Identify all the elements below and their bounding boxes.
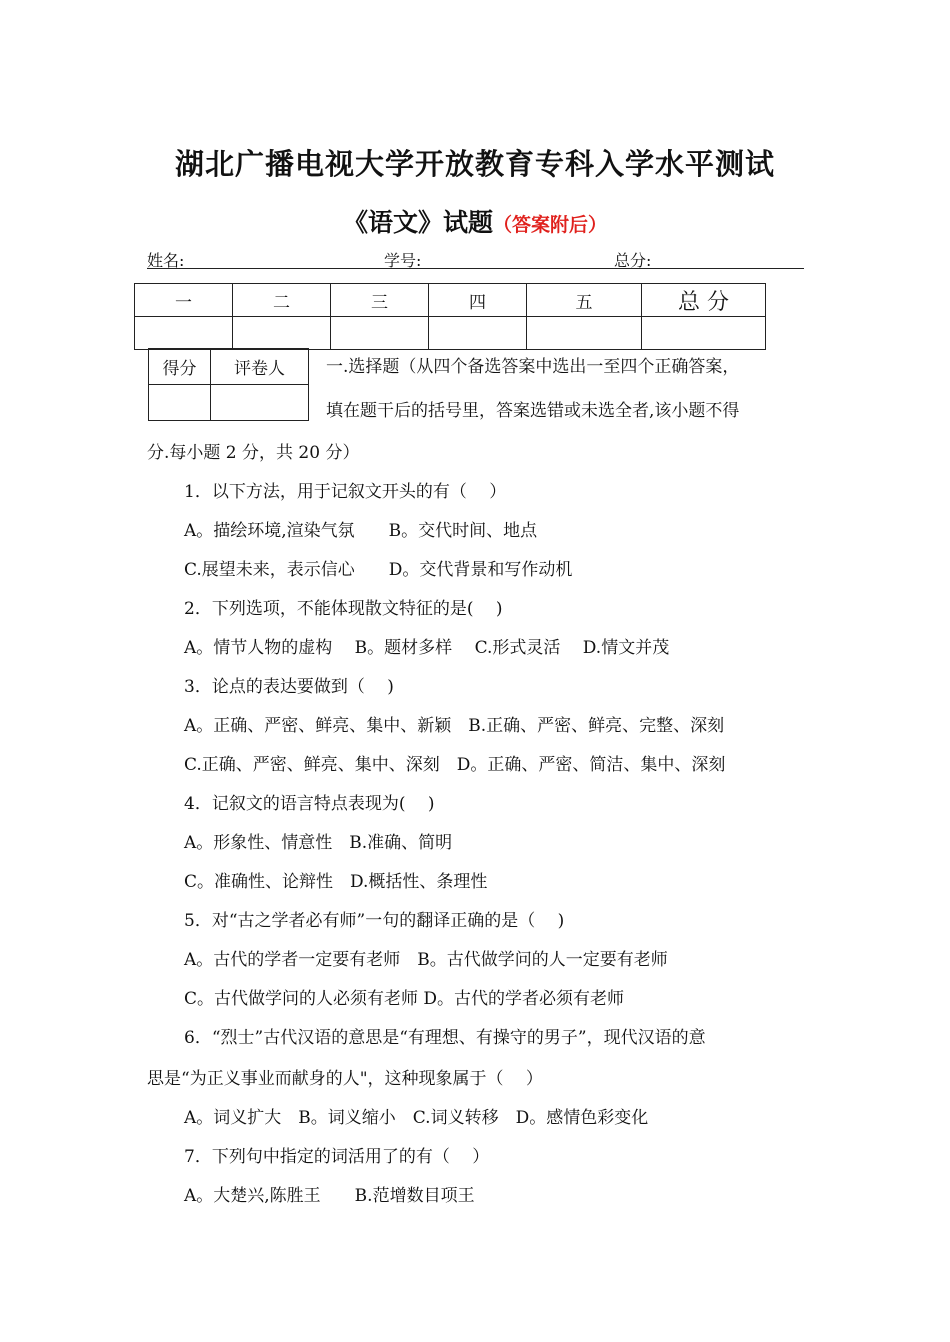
grader-table: [148, 348, 309, 421]
question-4-options-ab: A。形象性、情意性 B.准确、简明: [184, 833, 453, 853]
grader-name-label: 评卷人: [211, 349, 309, 385]
question-7-options: A。大楚兴,陈胜王 B.范增数目项王: [184, 1186, 475, 1206]
section-instruction-line2: 填在题干后的括号里，答案选错或未选全者,该小题不得: [326, 401, 740, 421]
score-header-4: 四: [429, 284, 527, 317]
score-table: [134, 283, 766, 350]
score-cell: [233, 317, 331, 350]
question-3-stem: 3．论点的表达要做到（ ): [184, 677, 394, 697]
answer-note: （答案附后）: [493, 214, 608, 236]
score-header-5: 五: [527, 284, 642, 317]
student-info-line: [147, 248, 804, 269]
question-2-options: A。情节人物的虚构 B。题材多样 C.形式灵活 D.情文并茂: [184, 638, 670, 658]
question-5-options-ab: A。古代的学者一定要有老师 B。古代做学问的人一定要有老师: [184, 950, 668, 970]
question-4-stem: 4．记叙文的语言特点表现为( ): [184, 794, 435, 814]
subtitle-main: 《语文》试题: [342, 208, 493, 237]
score-cell: [135, 317, 233, 350]
score-header-3: 三: [331, 284, 429, 317]
student-id-label: 学号:: [384, 251, 422, 270]
score-cell: [527, 317, 642, 350]
grader-name-cell: [211, 385, 309, 421]
score-cell: [331, 317, 429, 350]
question-3-options-cd: C.正确、严密、鲜亮、集中、深刻 D。正确、严密、简洁、集中、深刻: [184, 755, 726, 775]
grader-score-cell: [149, 385, 211, 421]
score-cell: [642, 317, 766, 350]
score-header-1: 一: [135, 284, 233, 317]
score-cell: [429, 317, 527, 350]
document-title: 湖北广播电视大学开放教育专科入学水平测试: [174, 147, 775, 181]
score-header-total: 总 分: [642, 284, 766, 317]
question-2-stem: 2．下列选项，不能体现散文特征的是( ): [184, 599, 503, 619]
question-1-stem: 1．以下方法，用于记叙文开头的有（ ）: [184, 482, 507, 502]
document-subtitle: [0, 203, 950, 239]
question-5-stem: 5．对“古之学者必有师”一句的翻译正确的是（ ): [184, 911, 565, 931]
section-instruction-line3: 分.每小题 2 分，共 20 分）: [147, 443, 360, 463]
grader-score-label: 得分: [149, 349, 211, 385]
question-1-options-cd: C.展望未来，表示信心 D。交代背景和写作动机: [184, 560, 573, 580]
question-1-options-ab: A。描绘环境,渲染气氛 B。交代时间、地点: [184, 521, 538, 541]
name-label: 姓名:: [147, 251, 185, 270]
question-6-stem: 6．“烈士”古代汉语的意思是“有理想、有操守的男子”，现代汉语的意: [184, 1028, 706, 1048]
question-6-options: A。词义扩大 B。词义缩小 C.词义转移 D。感情色彩变化: [184, 1108, 649, 1128]
section-instruction-line1: 一.选择题（从四个备选答案中选出一至四个正确答案，: [326, 357, 740, 377]
question-4-options-cd: C。准确性、论辩性 D.概括性、条理性: [184, 872, 488, 892]
question-5-options-cd: C。古代做学问的人必须有老师 D。古代的学者必须有老师: [184, 989, 625, 1009]
total-score-label: 总分:: [614, 251, 652, 270]
score-header-2: 二: [233, 284, 331, 317]
question-7-stem: 7．下列句中指定的词活用了的有（ ）: [184, 1147, 490, 1167]
question-6-stem-continued: 思是“为正义事业而献身的人"，这种现象属于（ ）: [147, 1069, 543, 1089]
question-3-options-ab: A。正确、严密、鲜亮、集中、新颖 B.正确、严密、鲜亮、完整、深刻: [184, 716, 725, 736]
